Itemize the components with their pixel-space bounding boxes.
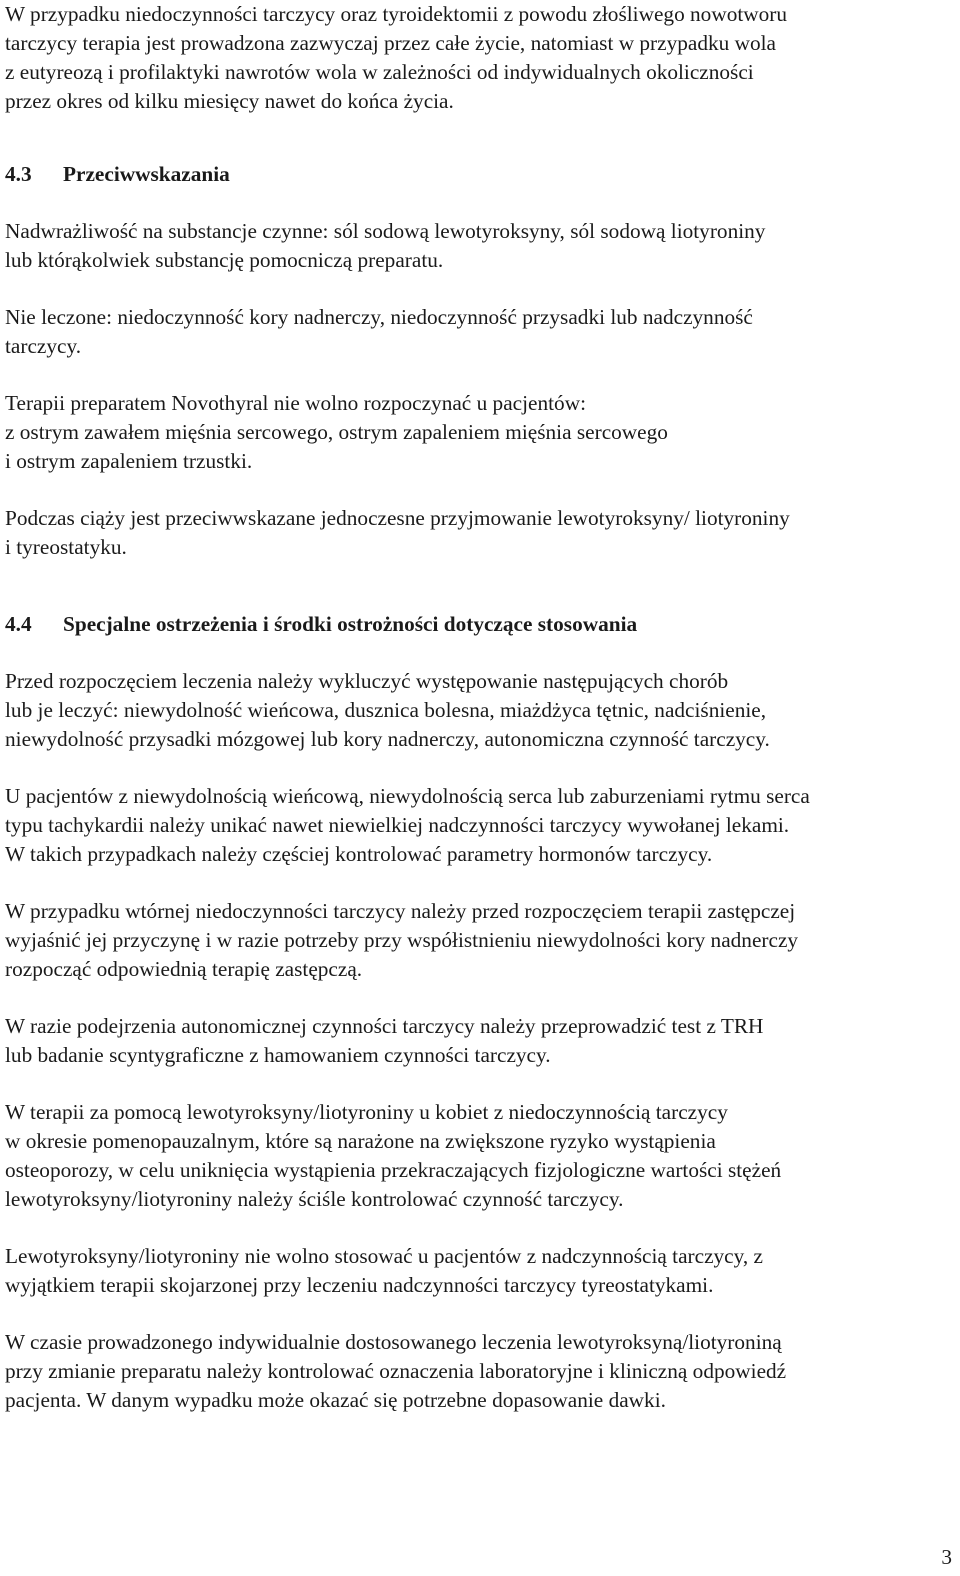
text-line: przez okres od kilku miesięcy nawet do końca życia. [5, 89, 454, 113]
text-line: U pacjentów z niewydolnością wieńcową, niewydolnością serca lub zaburzeniami rytmu serca [5, 784, 810, 808]
text-line: wyjątkiem terapii skojarzonej przy leczeniu nadczynności tarczycy tyreostatykami. [5, 1273, 714, 1297]
text-line: Nadwrażliwość na substancje czynne: sól sodową lewotyroksyny, sól sodową liotyroniny [5, 219, 766, 243]
text-line: W przypadku wtórnej niedoczynności tarczycy należy przed rozpoczęciem terapii zastępczej [5, 899, 796, 923]
paragraph [5, 217, 957, 275]
text-line: W terapii za pomocą lewotyroksyny/liotyroniny u kobiet z niedoczynnością tarczycy [5, 1100, 728, 1124]
section-title: Przeciwwskazania [63, 162, 230, 186]
section-heading-4-4 [5, 610, 957, 639]
page-number: 3 [941, 1545, 952, 1569]
paragraph [5, 667, 957, 754]
text-line: lub je leczyć: niewydolność wieńcowa, dusznica bolesna, miażdżyca tętnic, nadciśnienie, [5, 698, 767, 722]
text-line: pacjenta. W danym wypadku może okazać się potrzebne dopasowanie dawki. [5, 1388, 666, 1412]
paragraph [5, 782, 957, 869]
text-line: przy zmianie preparatu należy kontrolować oznaczenia laboratoryjne i kliniczną odpowiedź [5, 1359, 787, 1383]
text-line: Terapii preparatem Novothyral nie wolno rozpoczynać u pacjentów: [5, 391, 586, 415]
text-line: Lewotyroksyny/liotyroniny nie wolno stosować u pacjentów z nadczynnością tarczycy, z [5, 1244, 763, 1268]
text-line: typu tachykardii należy unikać nawet niewielkiej nadczynności tarczycy wywołanej lekami. [5, 813, 790, 837]
text-line: osteoporozy, w celu uniknięcia wystąpienia przekraczających fizjologiczne wartości stężeń [5, 1158, 782, 1182]
paragraph [5, 303, 957, 361]
text-line: wyjaśnić jej przyczynę i w razie potrzeby przy współistnieniu niewydolności kory nadnerczy [5, 928, 799, 952]
text-line: W takich przypadkach należy częściej kontrolować parametry hormonów tarczycy. [5, 842, 713, 866]
paragraph [5, 1242, 957, 1300]
text-line: w okresie pomenopauzalnym, które są narażone na zwiększone ryzyko wystąpienia [5, 1129, 716, 1153]
text-line: tarczycy terapia jest prowadzona zazwyczaj przez całe życie, natomiast w przypadku wola [5, 31, 777, 55]
text-line: z ostrym zawałem mięśnia sercowego, ostrym zapaleniem mięśnia sercowego [5, 420, 668, 444]
paragraph [5, 504, 957, 562]
text-line: lub którąkolwiek substancję pomocniczą preparatu. [5, 248, 444, 272]
text-line: lewotyroksyny/liotyroniny należy ściśle kontrolować czynność tarczycy. [5, 1187, 624, 1211]
text-line: i ostrym zapaleniem trzustki. [5, 449, 253, 473]
paragraph [5, 1328, 957, 1415]
intro-paragraph [5, 0, 957, 116]
text-line: i tyreostatyku. [5, 535, 127, 559]
paragraph [5, 1098, 957, 1214]
text-line: Podczas ciąży jest przeciwwskazane jednoczesne przyjmowanie lewotyroksyny/ liotyroniny [5, 506, 790, 530]
text-line: z eutyreozą i profilaktyki nawrotów wola w zależności od indywidualnych okoliczności [5, 60, 754, 84]
section-heading-4-3 [5, 160, 957, 189]
text-line: rozpocząć odpowiednią terapię zastępczą. [5, 957, 363, 981]
text-line: Nie leczone: niedoczynność kory nadnerczy, niedoczynność przysadki lub nadczynność [5, 305, 753, 329]
section-number: 4.3 [5, 162, 32, 186]
text-line: W przypadku niedoczynności tarczycy oraz tyroidektomii z powodu złośliwego nowotworu [5, 2, 788, 26]
section-number: 4.4 [5, 612, 32, 636]
text-line: W czasie prowadzonego indywidualnie dostosowanego leczenia lewotyroksyną/liotyroniną [5, 1330, 782, 1354]
text-line: lub badanie scyntygraficzne z hamowaniem czynności tarczycy. [5, 1043, 551, 1067]
paragraph [5, 897, 957, 984]
paragraph [5, 1012, 957, 1070]
document-page [5, 0, 957, 1443]
text-line: W razie podejrzenia autonomicznej czynności tarczycy należy przeprowadzić test z TRH [5, 1014, 764, 1038]
section-title: Specjalne ostrzeżenia i środki ostrożności dotyczące stosowania [63, 612, 638, 636]
text-line: Przed rozpoczęciem leczenia należy wykluczyć występowanie następujących chorób [5, 669, 729, 693]
paragraph [5, 389, 957, 476]
text-line: tarczycy. [5, 334, 82, 358]
text-line: niewydolność przysadki mózgowej lub kory nadnerczy, autonomiczna czynność tarczycy. [5, 727, 770, 751]
